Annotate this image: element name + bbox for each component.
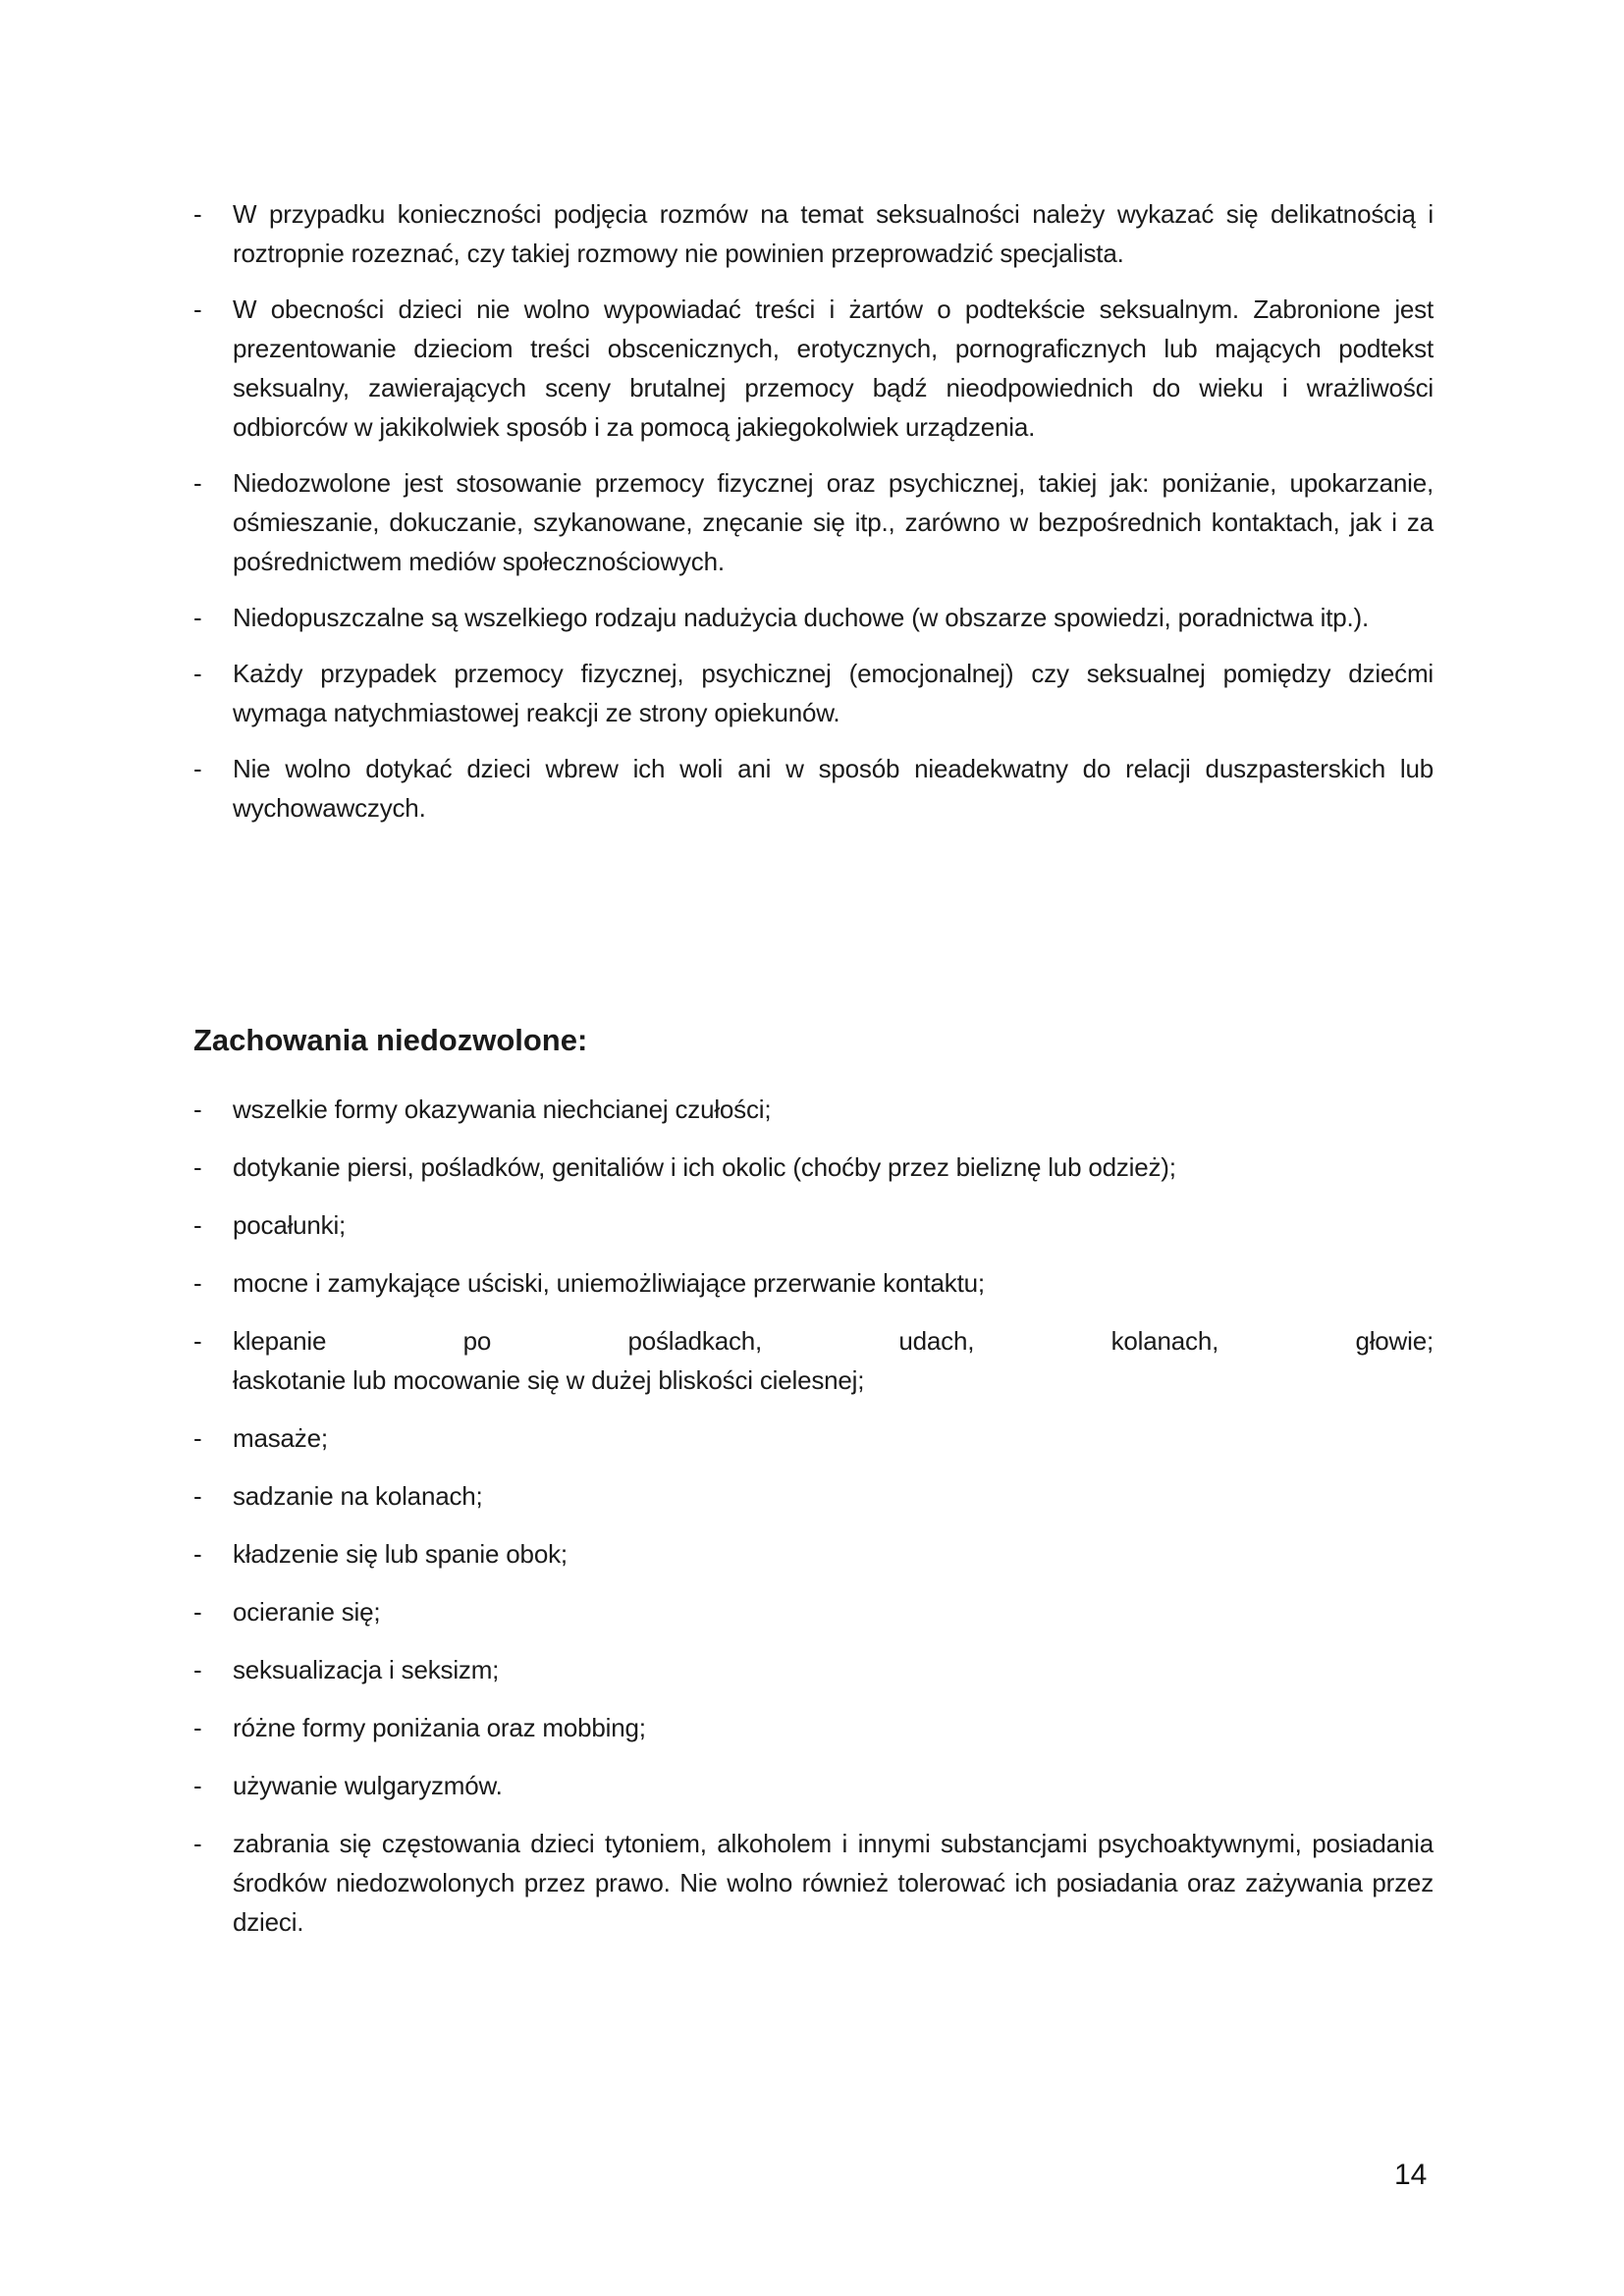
- bullet-dash: -: [193, 603, 202, 632]
- list-item: [193, 463, 1434, 581]
- list-item-text: seksualizacja i seksizm;: [233, 1655, 500, 1684]
- list-item: [193, 1418, 1434, 1458]
- list-item-text: Niedozwolone jest stosowanie przemocy fizycznej oraz psychicznej, takiej jak: poniżanie, upokarzanie, ośmieszanie, dokuczanie, szykanowane, znęcanie się itp., zarówno w bezpośrednich kontaktach, jak i za pośrednictwem mediów społecznościowych.: [233, 468, 1434, 576]
- prohibited-behaviors-list: [193, 1090, 1434, 1960]
- bullet-dash: -: [193, 468, 202, 498]
- list-item-text: wszelkie formy okazywania niechcianej czułości;: [233, 1095, 772, 1124]
- list-item: [193, 1650, 1434, 1689]
- list-item: [193, 1148, 1434, 1187]
- bullet-dash: -: [193, 1539, 202, 1569]
- bullet-dash: -: [193, 1771, 202, 1800]
- list-item: [193, 1090, 1434, 1129]
- list-item-text: Nie wolno dotykać dzieci wbrew ich woli ani w sposób nieadekwatny do relacji duszpasterskich lub wychowawczych.: [233, 754, 1434, 823]
- list-item: [193, 598, 1434, 637]
- list-item: [193, 1476, 1434, 1516]
- bullet-dash: -: [193, 1423, 202, 1453]
- list-item: [193, 194, 1434, 273]
- bullet-dash: -: [193, 1210, 202, 1240]
- list-item-text: mocne i zamykające uściski, uniemożliwiające przerwanie kontaktu;: [233, 1268, 985, 1298]
- bullet-dash: -: [193, 1095, 202, 1124]
- list-item-text: Każdy przypadek przemocy fizycznej, psychicznej (emocjonalnej) czy seksualnej pomiędzy dziećmi wymaga natychmiastowej reakcji ze strony opiekunów.: [233, 659, 1434, 727]
- list-item-text: pocałunki;: [233, 1210, 347, 1240]
- bullet-dash: -: [193, 754, 202, 783]
- list-item: [193, 654, 1434, 732]
- list-item: [193, 1321, 1434, 1400]
- list-item: [193, 1824, 1434, 1942]
- list-item-text: Niedopuszczalne są wszelkiego rodzaju nadużycia duchowe (w obszarze spowiedzi, poradnictwa itp.).: [233, 603, 1369, 632]
- section-heading: Zachowania niedozwolone:: [193, 1023, 588, 1057]
- list-item-text: W przypadku konieczności podjęcia rozmów na temat seksualności należy wykazać się delikatnością i roztropnie rozeznać, czy takiej rozmowy nie powinien przeprowadzić specjalista.: [233, 199, 1434, 268]
- list-item-text: W obecności dzieci nie wolno wypowiadać treści i żartów o podtekście seksualnym. Zabronione jest prezentowanie dzieciom treści obscenicznych, erotycznych, pornograficznych lub mających podtekst seksualny, zawierających sceny brutalnej przemocy bądź nieodpowiednich do wieku i wrażliwości odbiorców w jakikolwiek sposób i za pomocą jakiegokolwiek urządzenia.: [233, 294, 1434, 442]
- bullet-dash: -: [193, 1713, 202, 1742]
- list-item: [193, 1708, 1434, 1747]
- list-item-text: zabrania się częstowania dzieci tytoniem, alkoholem i innymi substancjami psychoaktywnymi, posiadania środków niedozwolonych przez prawo. Nie wolno również tolerować ich posiadania oraz zażywania przez dzieci.: [233, 1829, 1434, 1937]
- rules-list: [193, 194, 1434, 844]
- bullet-dash: -: [193, 199, 202, 229]
- list-item: [193, 1766, 1434, 1805]
- list-item-text: używanie wulgaryzmów.: [233, 1771, 503, 1800]
- bullet-dash: -: [193, 659, 202, 688]
- list-item-text: masaże;: [233, 1423, 328, 1453]
- page-number: 14: [1394, 2159, 1428, 2191]
- list-item: [193, 749, 1434, 828]
- bullet-dash: -: [193, 1326, 202, 1356]
- list-item: [193, 290, 1434, 447]
- bullet-dash: -: [193, 1152, 202, 1182]
- bullet-dash: -: [193, 1597, 202, 1627]
- list-item-text: sadzanie na kolanach;: [233, 1481, 483, 1511]
- bullet-dash: -: [193, 1481, 202, 1511]
- list-item: [193, 1592, 1434, 1631]
- list-item-text: klepanie po pośladkach, udach, kolanach, głowie;: [233, 1326, 1434, 1356]
- list-item-text: dotykanie piersi, pośladków, genitaliów i ich okolic (choćby przez bieliznę lub odzież);: [233, 1152, 1176, 1182]
- bullet-dash: -: [193, 294, 202, 324]
- list-item-text: kładzenie się lub spanie obok;: [233, 1539, 568, 1569]
- bullet-dash: -: [193, 1268, 202, 1298]
- list-item: [193, 1205, 1434, 1245]
- list-item: [193, 1534, 1434, 1574]
- list-item-text: ocieranie się;: [233, 1597, 381, 1627]
- list-item-text: różne formy poniżania oraz mobbing;: [233, 1713, 646, 1742]
- list-item: [193, 1263, 1434, 1303]
- bullet-dash: -: [193, 1655, 202, 1684]
- list-item-continuation: łaskotanie lub mocowanie się w dużej bliskości cielesnej;: [233, 1365, 865, 1395]
- bullet-dash: -: [193, 1829, 202, 1858]
